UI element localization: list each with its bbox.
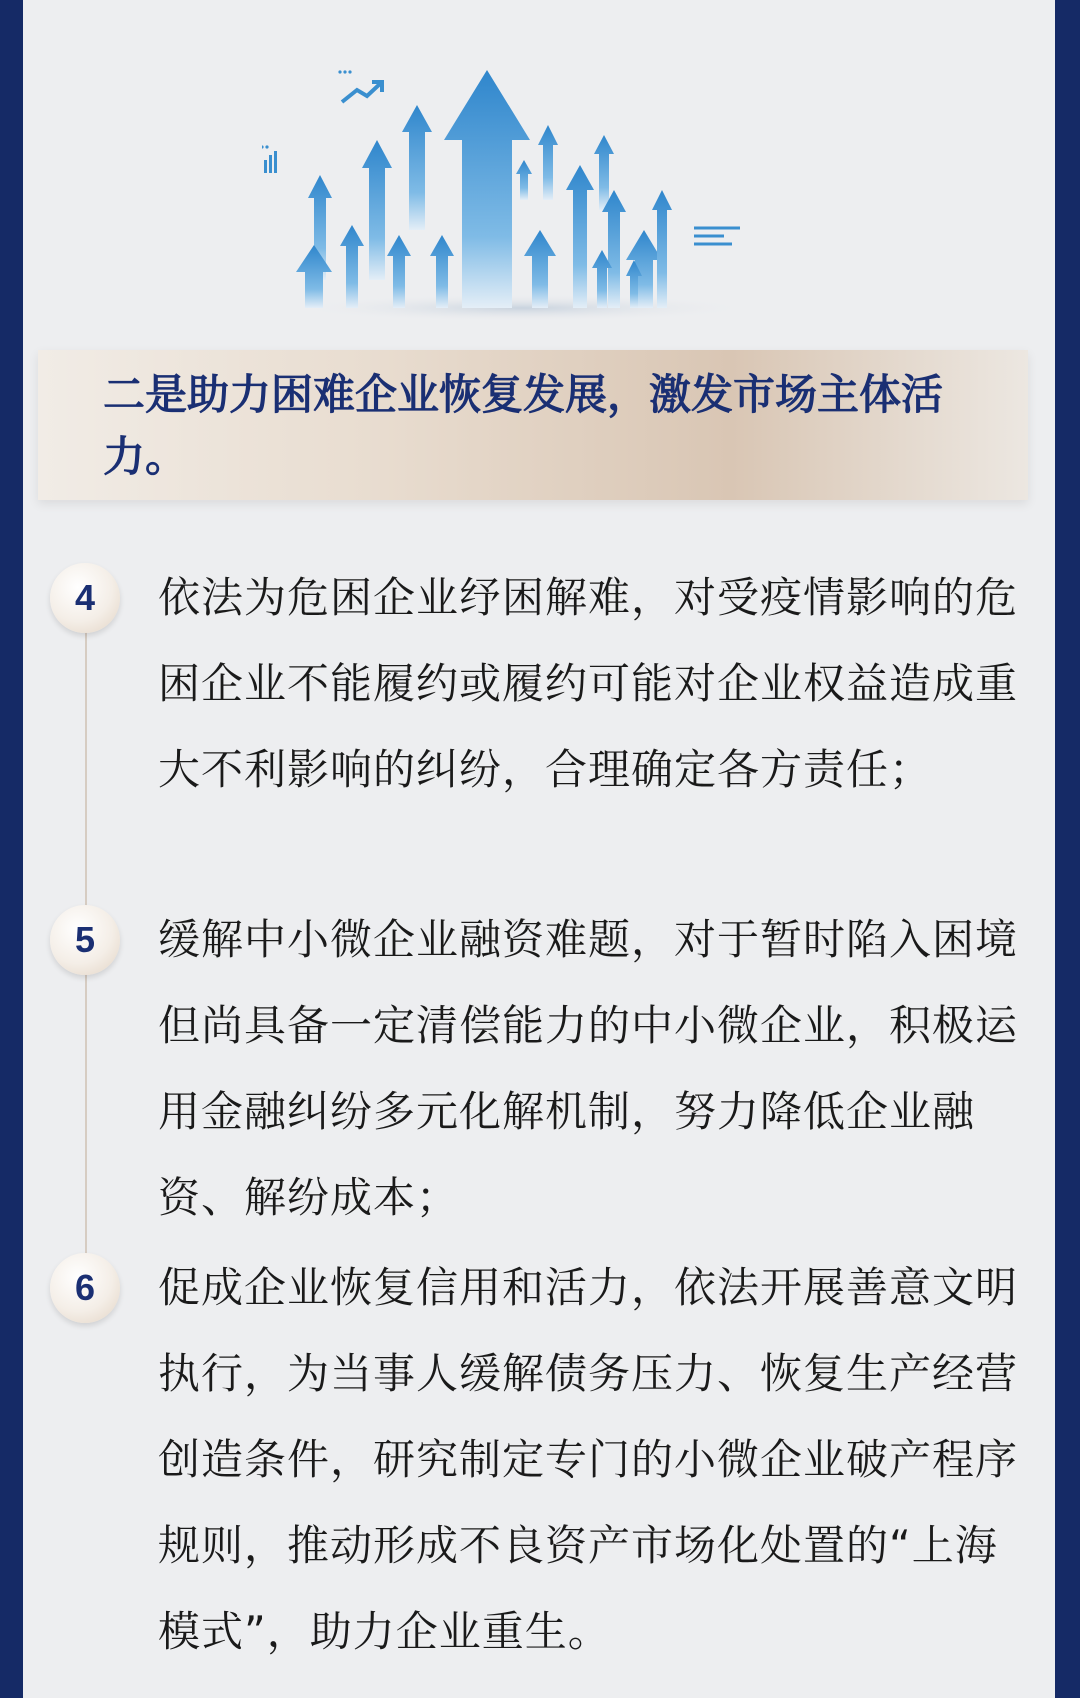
dots-icon [262,70,352,148]
arrow [402,105,432,230]
item-text: 促成企业恢复信用和活力，依法开展善意文明执行，为当事人缓解债务压力、恢复生产经营创造条件，研究制定专门的小微企业破产程序规则，推动形成不良资产市场化处置的“上海模式”，助力企业重生。 [158,1263,1019,1656]
item-number-badge: 5 [50,905,120,975]
arrows-shadow [292,294,752,320]
arrow [516,160,532,200]
section-heading: 二是助力困难企业恢复发展，激发市场主体活力。 [103,370,944,481]
bar-chart-icon [262,151,277,173]
item-number-badge: 6 [50,1253,120,1323]
item-number-badge: 4 [50,563,120,633]
arrow [340,225,364,308]
item-text: 缓解中小微企业融资难题，对于暂时陷入困境但尚具备一定清偿能力的中小微企业，积极运用金融纠纷多元化解机制，努力降低企业融资、解纷成本； [158,915,1019,1222]
item-text: 依法为危困企业纾困解难，对受疫情影响的危困企业不能履约或履约可能对企业权益造成重大不利影响的纠纷，合理确定各方责任； [158,573,1019,794]
large-arrow [444,70,530,308]
trend-line-icon [342,82,382,102]
rising-arrows-illustration [262,50,822,320]
dash-lines-icon [694,228,740,244]
arrow [538,125,558,200]
arrow [566,165,594,308]
section-heading-banner [38,350,1028,500]
arrow [296,245,332,308]
arrow [362,140,392,280]
